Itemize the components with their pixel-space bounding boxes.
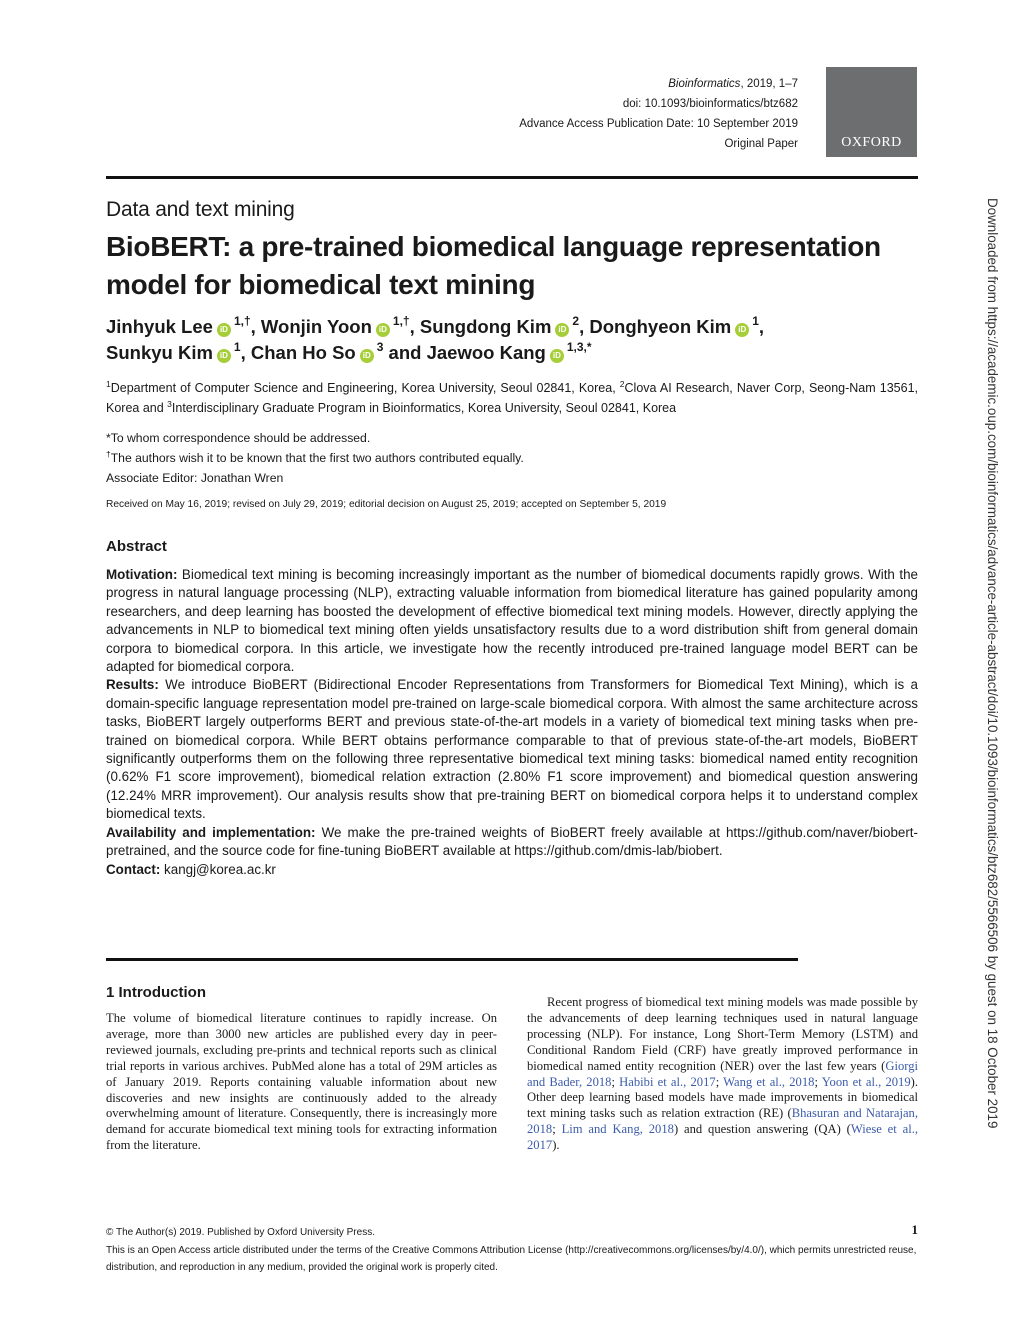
author-separator: , — [579, 316, 590, 337]
contact-email[interactable]: kangj@korea.ac.kr — [164, 861, 276, 877]
journal-header — [398, 74, 798, 154]
citation-link[interactable]: Giorgi and Bader, 2018 — [527, 1058, 918, 1089]
publication-date: Advance Access Publication Date: 10 September 2019 — [519, 118, 798, 130]
author-1 — [106, 316, 251, 337]
citation-link[interactable]: Habibi et al., 2017 — [619, 1074, 716, 1089]
orcid-icon[interactable]: iD — [555, 323, 569, 337]
paper-type: Original Paper — [724, 138, 798, 150]
orcid-icon[interactable]: iD — [550, 349, 564, 363]
paper-title: BioBERT: a pre-trained biomedical language representation model for biomedical text mining — [106, 231, 881, 300]
intro-column-1: The volume of biomedical literature continues to rapidly increase. On average, more than 3000 new articles are published every day in peer-reviewed journals, excluding pre-prints and technical reports such as clinical trial reports in various archives. PubMed alone has a total of 29M articles as of January 2019. Reports containing valuable information about new discoveries and new insights are continuously added to the already overwhelming amount of literature. Consequently, there is increasingly more demand for accurate biomedical text mining tools for extracting information from the literature. — [106, 1011, 497, 1153]
orcid-icon[interactable]: iD — [217, 323, 231, 337]
section-label: Data and text mining — [106, 198, 295, 221]
oxford-logo-text: OXFORD — [841, 135, 902, 150]
equal-contribution-text: The authors wish it to be known that the first two authors contributed equally. — [110, 451, 524, 465]
page-number: 1 — [911, 1222, 918, 1237]
affiliations: $^1$Department of Computer Science and Engineering, Korea University, Seoul 02841, Korea, $^2$Clova AI Research, Naver Corp, Seong-Nam 13561, Korea and $^3$Interdisciplinary Graduate Program in Bioinformatics, Korea University, Seoul 02841, Korea — [106, 378, 919, 415]
orcid-icon[interactable]: iD — [376, 323, 390, 337]
citation-separator: ; — [715, 1074, 724, 1089]
citation-link[interactable]: Bhasuran and Natarajan, 2018 — [527, 1106, 918, 1137]
author-affil-sup: 1,† — [233, 314, 251, 328]
author-name[interactable]: Jaewoo Kang — [426, 342, 546, 363]
author-separator: , — [240, 342, 251, 363]
author-4 — [589, 316, 759, 337]
intro-text: ). Other deep learning based models have made improvements in biomedical text mining tasks such as relation extraction (RE) ( — [527, 1074, 918, 1121]
author-affil-sup: 2 — [572, 314, 580, 328]
license-text: This is an Open Access article distributed under the terms of the Creative Commons Attribution License (http://creativecommons.org/licenses/by/4.0/), which permits unrestricted reuse, distribution, and reproduction in any medium, provided the original work is properly cited. — [106, 1244, 917, 1273]
author-name[interactable]: Wonjin Yoon — [260, 316, 372, 337]
author-separator: , — [250, 316, 261, 337]
citation-link[interactable]: Lim and Kang, 2018 — [561, 1122, 674, 1137]
abstract-body — [106, 566, 918, 879]
intro-column-2 — [527, 995, 918, 1154]
doi-link[interactable]: doi: 10.1093/bioinformatics/btz682 — [622, 98, 798, 110]
availability-text[interactable]: We make the pre-trained weights of BioBERT freely available at https://github.com/naver/biobert-pretrained, and the source code for fine-tuning BioBERT available at https://github.com/dmis-lab/biobert. — [106, 824, 918, 859]
citation-link[interactable]: Wang et al., 2018 — [723, 1074, 815, 1089]
page-footer — [106, 1224, 918, 1277]
oxford-logo — [826, 67, 917, 157]
citation-separator: ; — [552, 1122, 562, 1137]
author-affil-sup: 1 — [233, 340, 241, 354]
received-dates: Received on May 16, 2019; revised on July 29, 2019; editorial decision on August 25, 2019; accepted on September 5, 2019 — [106, 499, 667, 510]
journal-citation — [398, 74, 798, 94]
equal-contribution-note: †The authors wish it to be known that the first two authors contributed equally. — [106, 448, 524, 465]
author-separator: , — [758, 316, 765, 337]
author-affil-sup: 3 — [376, 340, 384, 354]
author-separator: and — [383, 342, 427, 363]
citation-link[interactable]: Yoon et al., 2019 — [821, 1074, 911, 1089]
orcid-icon[interactable]: iD — [735, 323, 749, 337]
author-5 — [106, 342, 241, 363]
author-affil-sup: 1 — [752, 314, 759, 328]
journal-year-pages: , 2019, 1–7 — [740, 78, 798, 90]
download-stamp: Downloaded from https://academic.oup.com/bioinformatics/advance-article-abstract/doi/10.1093/bioinformatics/btz682/5566506 by guest on 18 October 2019 — [985, 198, 1000, 1129]
author-name[interactable]: Chan Ho So — [250, 342, 356, 363]
affiliation-2: Clova AI Research, Naver Corp, Seong-Nam 13561, Korea and — [106, 381, 919, 415]
author-name[interactable]: Donghyeon Kim — [589, 316, 732, 337]
results-text: We introduce BioBERT (Bidirectional Encoder Representations from Transformers for Biomedical Text Mining), which is a domain-specific language representation model pre-trained on large-scale biomedical corpora. With almost the same architecture across tasks, BioBERT largely outperforms BERT and previous state-of-the-art models in a variety of biomedical text mining tasks when pre-trained on biomedical corpora. While BERT obtains performance comparable to that of previous state-of-the-art models, BioBERT significantly outperforms them on the following three representative biomedical text mining tasks: biomedical named entity recognition (0.62% F1 score improvement), biomedical relation extraction (2.80% F1 score improvement) and biomedical question answering (12.24% MRR improvement). Our analysis results show that pre-training BERT on biomedical corpora helps it to understand complex biomedical texts. — [106, 677, 918, 822]
orcid-icon[interactable]: iD — [217, 349, 231, 363]
abstract-rule — [106, 958, 798, 961]
citation-link[interactable]: Wiese et al., 2017 — [527, 1122, 919, 1153]
author-6 — [251, 342, 384, 363]
associate-editor: Associate Editor: Jonathan Wren — [106, 471, 284, 485]
journal-name: Bioinformatics — [668, 78, 741, 90]
intro-text: Recent progress of biomedical text mining models was made possible by the advancements of deep learning techniques used in natural language processing (NLP). For instance, Long Short-Term Memory (LSTM) and Conditional Random Field (CRF) have greatly improved performance in biomedical named entity recognition (NER) over the last few years ( — [527, 995, 918, 1073]
correspondence-note: *To whom correspondence should be addressed. — [106, 431, 371, 445]
motivation-text: Biomedical text mining is becoming increasingly important as the number of biomedical documents rapidly grows. With the progress in natural language processing (NLP), extracting valuable information from biomedical literature has gained popularity among researchers, and deep learning has boosted the development of effective biomedical text mining models. However, directly applying the advancements in NLP to biomedical text mining often yields unsatisfactory results due to a word distribution shift from general domain corpora to biomedical corpora. In this article, we investigate how the recently introduced pre-trained language model BERT can be adapted for biomedical corpora. — [106, 567, 918, 675]
abstract-contact — [106, 861, 918, 879]
affiliation-1: Department of Computer Science and Engineering, Korea University, Seoul 02841, Korea, — [110, 381, 620, 395]
author-3 — [420, 316, 579, 337]
intro-text: ) and question answering (QA) ( — [673, 1122, 851, 1137]
author-name[interactable]: Jinhyuk Lee — [106, 316, 213, 337]
motivation-label: Motivation: — [106, 567, 178, 582]
intro-text: ). — [552, 1138, 560, 1153]
author-affil-sup: 1,3,* — [566, 340, 592, 354]
availability-label: Availability and implementation: — [106, 824, 316, 840]
citation-separator: ; — [611, 1074, 620, 1089]
author-7 — [427, 342, 592, 363]
author-2 — [261, 316, 410, 337]
citation-separator: ; — [814, 1074, 822, 1089]
abstract-availability — [106, 824, 918, 861]
author-separator: , — [409, 316, 420, 337]
author-name[interactable]: Sunkyu Kim — [106, 342, 213, 363]
introduction-heading: 1 Introduction — [106, 984, 206, 1001]
author-affil-sup: 1,† — [392, 314, 410, 328]
author-list — [106, 314, 906, 366]
results-label: Results: — [106, 677, 159, 693]
affiliation-3: Interdisciplinary Graduate Program in Bioinformatics, Korea University, Seoul 02841, Korea — [171, 401, 677, 415]
author-name[interactable]: Sungdong Kim — [419, 316, 552, 337]
author-notes — [106, 428, 918, 488]
orcid-icon[interactable]: iD — [360, 349, 374, 363]
abstract-heading: Abstract — [106, 538, 167, 555]
top-rule — [106, 176, 918, 179]
copyright-line: © The Author(s) 2019. Published by Oxford University Press. — [106, 1227, 375, 1238]
contact-label: Contact: — [106, 861, 161, 877]
abstract-results — [106, 676, 918, 823]
abstract-motivation — [106, 566, 918, 676]
